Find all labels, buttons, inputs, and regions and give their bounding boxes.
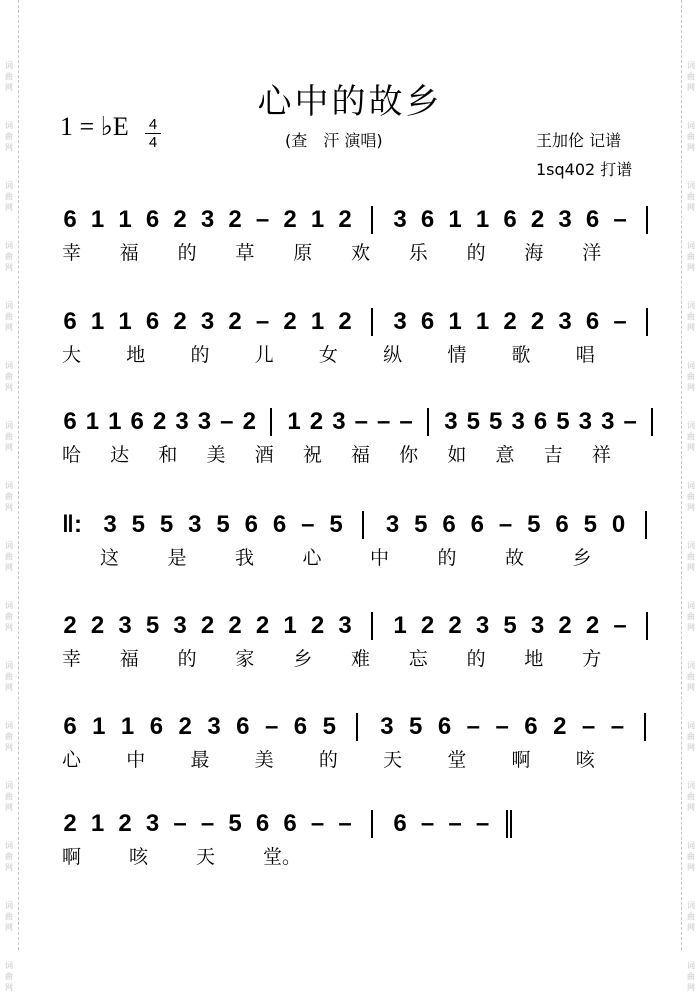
note: 6 (503, 206, 517, 233)
lyric-char: 大 (62, 344, 82, 366)
note: 5 (527, 511, 541, 538)
lyric-char: 女 (318, 344, 338, 366)
lyric-char: 难 (351, 648, 371, 670)
note: 5 (228, 810, 242, 837)
lyrics-line (0, 543, 700, 573)
watermark-text: 词曲网 (5, 541, 13, 572)
watermark-text: 词曲网 (5, 121, 13, 152)
lyric-char: 忘 (408, 648, 428, 670)
note: 3 (380, 713, 394, 740)
lyric-char: 啊 (62, 846, 82, 868)
note: 6 (145, 206, 160, 233)
lyric-char: 的 (190, 344, 210, 366)
note: 3 (530, 612, 545, 639)
note: 2 (338, 308, 352, 335)
note: 3 (578, 408, 593, 435)
dash-note: – (399, 408, 413, 435)
note: 6 (437, 713, 452, 740)
note: 6 (293, 713, 308, 740)
watermark-text: 词曲网 (687, 61, 695, 92)
lyric-char: 和 (158, 444, 178, 466)
dash-note: – (200, 810, 215, 837)
note: 1 (310, 206, 325, 233)
dash-note: – (255, 308, 270, 335)
song-title: 心中的故乡 (257, 82, 443, 122)
note: 2 (255, 612, 270, 639)
note: 5 (159, 511, 174, 538)
note: 2 (228, 206, 242, 233)
note: 6 (63, 713, 77, 740)
note: 1 (118, 206, 132, 233)
final-barline (506, 810, 508, 838)
dash-note: – (581, 713, 596, 740)
dash-note: – (613, 308, 627, 335)
note: 2 (310, 612, 325, 639)
note: 2 (228, 612, 242, 639)
lyric-char: 最 (190, 749, 210, 771)
lyric-char: 的 (466, 242, 486, 264)
dash-note: – (301, 511, 315, 538)
note: 2 (503, 308, 517, 335)
dash-note: – (498, 511, 513, 538)
note: 2 (309, 408, 324, 435)
note: 5 (466, 408, 480, 435)
watermark-text: 词曲网 (5, 901, 13, 932)
note: 1 (85, 408, 100, 435)
note: 1 (310, 308, 325, 335)
note: 5 (329, 511, 343, 538)
typesetter-credit: 1sq402 打谱 (536, 160, 633, 179)
note: 3 (197, 408, 212, 435)
lyric-char: 海 (524, 242, 544, 264)
lyric-char: 天 (196, 846, 216, 868)
lyric-char: 酒 (254, 444, 274, 466)
note: 6 (442, 511, 456, 538)
dash-note: – (495, 713, 509, 740)
note: 6 (533, 408, 548, 435)
lyric-char: 的 (177, 648, 197, 670)
note: 1 (283, 612, 297, 639)
lyric-char: 地 (524, 648, 544, 670)
score-row (0, 707, 700, 787)
note: 2 (242, 408, 256, 435)
note: 2 (90, 612, 105, 639)
watermark-text: 词曲网 (687, 541, 695, 572)
note: 1 (90, 810, 105, 837)
notes-line (0, 804, 700, 844)
lyric-char: 祥 (591, 444, 611, 466)
watermark-text: 词曲网 (687, 121, 695, 152)
watermark-text: 词曲网 (5, 181, 13, 212)
lyric-char: 达 (110, 444, 130, 466)
note: 3 (207, 713, 221, 740)
dash-note: – (623, 408, 637, 435)
lyric-char: 儿 (254, 344, 274, 366)
lyric-char: 歌 (511, 344, 531, 366)
key-signature: 1 = ♭E (60, 112, 129, 141)
note: 3 (444, 408, 458, 435)
watermark-text: 词曲网 (5, 781, 13, 812)
barline (356, 713, 358, 741)
note: 2 (178, 713, 192, 740)
note: 6 (272, 511, 287, 538)
dash-note: – (310, 810, 325, 837)
note: 2 (173, 308, 187, 335)
note: 1 (92, 713, 106, 740)
note: 6 (420, 308, 435, 335)
lyric-char: 乡 (293, 648, 313, 670)
note: 1 (90, 206, 105, 233)
lyric-char: 心 (62, 749, 82, 771)
barline (646, 612, 648, 640)
lyric-char: 中 (370, 547, 390, 569)
watermark-text: 词曲网 (5, 241, 13, 272)
note: 3 (173, 612, 187, 639)
lyric-char: 福 (351, 444, 371, 466)
note: 2 (558, 612, 572, 639)
note: 2 (585, 612, 600, 639)
note: 6 (524, 713, 538, 740)
lyric-char: 的 (177, 242, 197, 264)
note: 2 (63, 612, 77, 639)
lyric-char: 的 (466, 648, 486, 670)
note: 5 (489, 408, 503, 435)
note: 3 (332, 408, 346, 435)
note: 1 (475, 206, 490, 233)
note: 3 (601, 408, 615, 435)
barline (427, 408, 429, 436)
note: 3 (200, 206, 215, 233)
watermark-text: 词曲网 (5, 721, 13, 752)
notes-line (0, 505, 700, 545)
note: 1 (448, 206, 462, 233)
note: 5 (145, 612, 160, 639)
dash-note: – (420, 810, 435, 837)
watermark-text: 词曲网 (5, 361, 13, 392)
dash-note: – (613, 206, 627, 233)
note: 2 (200, 612, 215, 639)
note: 3 (393, 308, 407, 335)
watermark-text: 词曲网 (5, 61, 13, 92)
note: 6 (585, 206, 600, 233)
watermark-text: 词曲网 (687, 901, 695, 932)
lyric-char: 啊 (511, 749, 531, 771)
barline (645, 511, 647, 539)
lyric-char: 天 (383, 749, 403, 771)
dash-note: – (338, 810, 352, 837)
lyric-char: 故 (505, 547, 525, 569)
watermark-text: 词曲网 (5, 601, 13, 632)
watermark-text: 词曲网 (687, 361, 695, 392)
lyric-char: 乐 (408, 242, 428, 264)
lyric-char: 家 (235, 648, 255, 670)
meter-top: 4 (148, 116, 158, 133)
note: 6 (393, 810, 407, 837)
note: 6 (145, 308, 160, 335)
time-signature (145, 116, 161, 151)
lyric-char: 纵 (383, 344, 403, 366)
notes-line (0, 302, 700, 342)
dash-note: – (255, 206, 270, 233)
note: 5 (414, 511, 428, 538)
watermark-text: 词曲网 (687, 841, 695, 872)
note: 5 (216, 511, 230, 538)
lyric-char: 堂 (447, 749, 467, 771)
lyrics-line (0, 745, 700, 775)
barline (362, 511, 364, 539)
dash-note: – (610, 713, 625, 740)
watermark-text: 词曲网 (5, 661, 13, 692)
score-row (0, 200, 700, 280)
lyric-char: 祝 (302, 444, 322, 466)
note: 5 (583, 511, 597, 538)
lyric-char: 的 (318, 749, 338, 771)
note: 3 (145, 810, 160, 837)
note: 6 (130, 408, 144, 435)
note: 1 (108, 408, 122, 435)
dash-note: – (220, 408, 234, 435)
note: 1 (475, 308, 490, 335)
dash-note: – (377, 408, 391, 435)
lyric-char: 地 (126, 344, 146, 366)
lyric-char: 草 (235, 242, 255, 264)
watermark-text: 词曲网 (687, 241, 695, 272)
watermark-text: 词曲网 (5, 421, 13, 452)
lyric-char: 幸 (62, 648, 82, 670)
lyric-char: 你 (399, 444, 419, 466)
lyrics-line (0, 340, 700, 370)
lyric-char: 哈 (62, 444, 82, 466)
notes-line (0, 200, 700, 240)
barline (371, 612, 373, 640)
note: 2 (228, 308, 242, 335)
watermark-text: 词曲网 (687, 181, 695, 212)
lyric-char: 情 (447, 344, 467, 366)
note: 2 (338, 206, 352, 233)
note: 3 (118, 612, 132, 639)
note: 3 (103, 511, 117, 538)
lyric-char: 乡 (572, 547, 592, 569)
lyric-char: 美 (254, 749, 274, 771)
lyric-char: 中 (126, 749, 146, 771)
barline (371, 810, 373, 838)
barline (371, 308, 373, 336)
lyrics-line (0, 238, 700, 268)
lyrics-line (0, 842, 700, 872)
score-row (0, 505, 700, 585)
lyric-char: 是 (167, 547, 187, 569)
lyric-char: 福 (119, 242, 139, 264)
notes-line (0, 707, 700, 747)
barline (646, 206, 648, 234)
score-row (0, 606, 700, 686)
watermark-text: 词曲网 (687, 961, 695, 992)
watermark-text: 词曲网 (5, 301, 13, 332)
lyric-char: 心 (302, 547, 322, 569)
dash-note: – (354, 408, 368, 435)
dash-note: – (173, 810, 187, 837)
note: 3 (175, 408, 189, 435)
dash-note: – (613, 612, 627, 639)
lyric-char: 吉 (543, 444, 563, 466)
score-row (0, 302, 700, 382)
note: 2 (553, 713, 567, 740)
singer-credit: (查 汗 演唱) (285, 131, 383, 150)
note: 6 (555, 511, 569, 538)
note: 0 (611, 511, 626, 538)
note: 1 (120, 713, 135, 740)
note: 6 (63, 308, 77, 335)
note: 6 (420, 206, 435, 233)
watermark-text: 词曲网 (5, 961, 13, 992)
notes-line (0, 402, 700, 442)
lyric-char: 洋 (582, 242, 602, 264)
watermark-text: 词曲网 (687, 301, 695, 332)
note: 6 (283, 810, 297, 837)
barline (644, 713, 646, 741)
lyric-char: 原 (293, 242, 313, 264)
dash-note: – (475, 810, 490, 837)
note: 2 (530, 308, 545, 335)
lyrics-line (0, 644, 700, 674)
note: 6 (244, 511, 258, 538)
lyric-char: 幸 (62, 242, 82, 264)
note: 5 (556, 408, 570, 435)
note: 3 (385, 511, 400, 538)
watermark-text: 词曲网 (687, 781, 695, 812)
note: 1 (393, 612, 407, 639)
lyric-char: 美 (206, 444, 226, 466)
note: 6 (63, 408, 77, 435)
dash-note: – (264, 713, 279, 740)
repeat-start-sign: ‖: (62, 511, 82, 538)
score-row (0, 804, 700, 884)
note: 1 (448, 308, 462, 335)
notes-line (0, 606, 700, 646)
note: 5 (503, 612, 517, 639)
lyric-char: 咳 (575, 749, 595, 771)
note: 3 (393, 206, 407, 233)
note: 2 (63, 810, 77, 837)
dash-note: – (448, 810, 462, 837)
score-row (0, 402, 700, 482)
watermark-text: 词曲网 (687, 661, 695, 692)
lyric-char: 这 (100, 547, 120, 569)
lyric-char: 的 (437, 547, 457, 569)
meter-bottom: 4 (148, 134, 158, 151)
note: 3 (338, 612, 352, 639)
note: 2 (152, 408, 167, 435)
note: 6 (470, 511, 484, 538)
barline (646, 308, 648, 336)
lyric-char: 方 (582, 648, 602, 670)
lyric-char: 咳 (129, 846, 149, 868)
note: 2 (448, 612, 462, 639)
watermark-text: 词曲网 (5, 481, 13, 512)
note: 6 (236, 713, 250, 740)
lyrics-line (0, 440, 700, 470)
note: 2 (118, 810, 132, 837)
lyric-char: 我 (235, 547, 255, 569)
note: 6 (585, 308, 600, 335)
note: 6 (149, 713, 164, 740)
note: 3 (188, 511, 202, 538)
watermark-text: 词曲网 (5, 841, 13, 872)
transcriber-credit: 王加伦 记谱 (536, 131, 622, 150)
watermark-text: 词曲网 (687, 481, 695, 512)
lyric-char: 意 (495, 444, 515, 466)
lyric-char: 福 (119, 648, 139, 670)
note: 3 (558, 308, 572, 335)
lyric-char: 如 (447, 444, 467, 466)
note: 1 (118, 308, 132, 335)
barline (371, 206, 373, 234)
lyric-char: 欢 (351, 242, 371, 264)
note: 5 (131, 511, 145, 538)
note: 5 (322, 713, 336, 740)
lyric-char: 堂。 (263, 846, 302, 868)
note: 1 (287, 408, 301, 435)
note: 6 (255, 810, 270, 837)
watermark-text: 词曲网 (687, 601, 695, 632)
note: 2 (173, 206, 187, 233)
note: 6 (63, 206, 77, 233)
note: 2 (283, 308, 297, 335)
note: 1 (90, 308, 105, 335)
note: 3 (511, 408, 525, 435)
note: 3 (200, 308, 215, 335)
note: 2 (420, 612, 435, 639)
note: 3 (558, 206, 572, 233)
note: 5 (409, 713, 423, 740)
note: 2 (283, 206, 297, 233)
watermark-text: 词曲网 (687, 421, 695, 452)
dash-note: – (466, 713, 480, 740)
note: 2 (530, 206, 545, 233)
barline (651, 408, 653, 436)
note: 3 (475, 612, 490, 639)
barline (270, 408, 272, 436)
watermark-text: 词曲网 (687, 721, 695, 752)
lyric-char: 唱 (575, 344, 595, 366)
